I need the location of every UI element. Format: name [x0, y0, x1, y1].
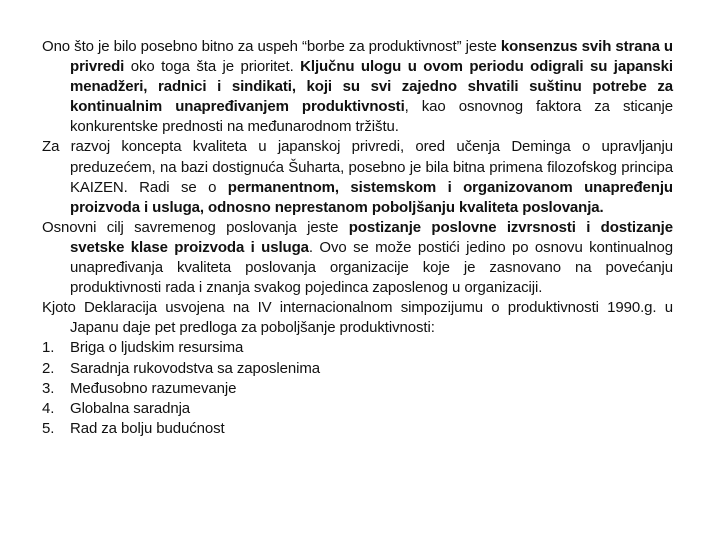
text-segment: Kjoto Deklaracija usvojena na IV internacionalnom simpozijumu o produktivnosti 1990.g. u Japanu daje pet predloga za poboljšanje produktivnosti:: [42, 299, 673, 337]
paragraph-kaizen: [42, 137, 673, 217]
proposals-list: [42, 338, 673, 438]
list-item-text: Međusobno razumevanje: [70, 379, 237, 397]
list-item-number: 5.: [42, 419, 55, 437]
list-item: [42, 338, 673, 358]
list-item: [42, 359, 673, 379]
list-item: [42, 399, 673, 419]
list-item-number: 1.: [42, 339, 55, 357]
list-item-text: Saradnja rukovodstva sa zaposlenima: [70, 359, 320, 377]
list-item: [42, 419, 673, 439]
list-item-text: Globalna saradnja: [70, 399, 191, 417]
list-item-number: 2.: [42, 359, 55, 377]
bold-text-segment: permanentnom, sistemskom i organizovanom unapređenju proizvoda i usluga, odnosno neprestanom poboljšanju kvaliteta poslovanja.: [70, 178, 673, 216]
text-segment: , kao osnovnog faktora za sticanje konkurentske prednosti na međunarodnom tržištu.: [70, 98, 674, 136]
text-segment: oko toga šta je prioritet.: [124, 58, 301, 76]
text-segment: Osnovni cilj savremenog poslovanja jeste: [42, 218, 349, 236]
list-item: [42, 379, 673, 399]
list-item-number: 4.: [42, 399, 55, 417]
bold-text-segment: Ključnu ulogu u ovom periodu odigrali su japanski menadžeri, radnici i sindikati, koji su svi zajedno shvatili suštinu potrebe za kontinualnim unapređivanjem produktivnosti: [70, 58, 673, 116]
list-item-text: Rad za bolju budućnost: [70, 419, 225, 437]
bold-text-segment: postizanje poslovne izvrsnosti i dostizanje svetske klase proizvoda i usluga: [70, 218, 673, 256]
text-segment: Za razvoj koncepta kvaliteta u japanskoj privredi, ored učenja Deminga o upravljanju preduzećem, na bazi dostignuća Šuharta, posebno je bila bitna primena filozofskog principa KAIZEN. Radi se o: [42, 138, 673, 196]
text-segment: Ono što je bilo posebno bitno za uspeh “borbe za produktivnost” jeste: [42, 38, 501, 55]
slide-text-body: [42, 37, 673, 439]
paragraph-business-goal: [42, 218, 673, 298]
list-item-text: Briga o ljudskim resursima: [70, 339, 244, 357]
text-segment: . Ovo se može postići jedino po osnovu kontinualnog unapređivanja kvaliteta poslovanja organizacije koje je zasnovano na povećanju produktivnosti rada i znanja svakog pojedinca zaposlenog u organizaciji.: [70, 238, 674, 297]
bold-text-segment: konsenzus svih strana u privredi: [70, 38, 673, 76]
list-item-number: 3.: [42, 379, 55, 397]
paragraph-consensus: [42, 37, 673, 137]
paragraph-kyoto-declaration: [42, 298, 673, 338]
